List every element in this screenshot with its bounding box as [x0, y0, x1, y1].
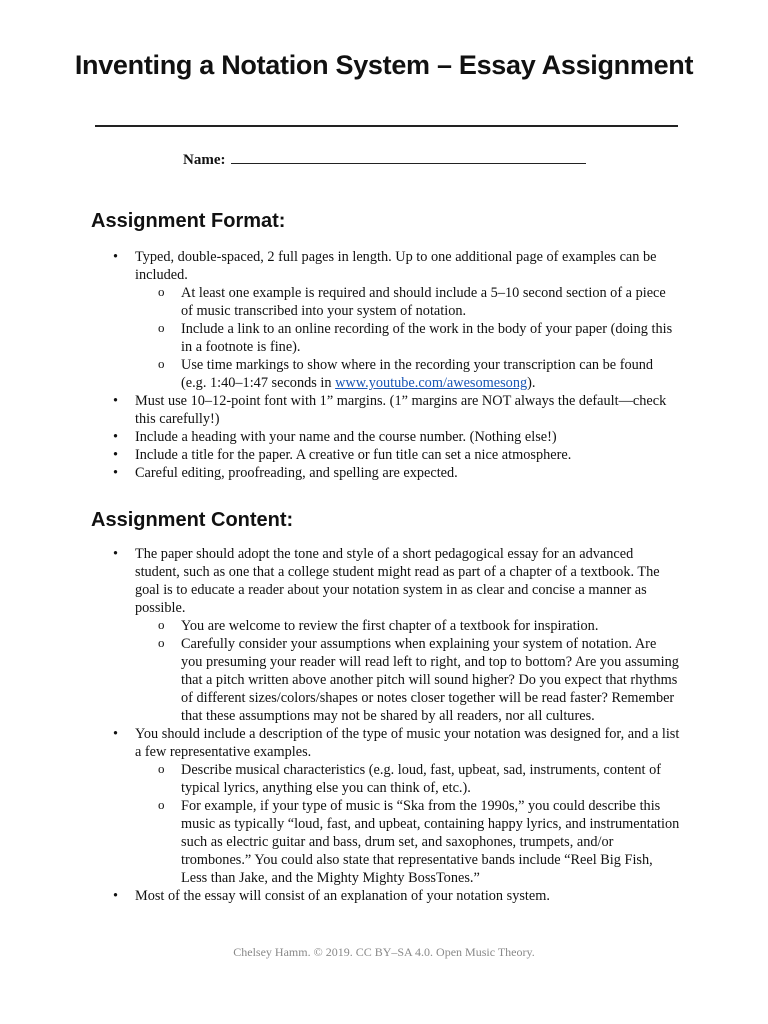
list-item-text: Include a heading with your name and the course number. (Nothing else!) [135, 429, 557, 445]
list-item [0, 545, 680, 617]
list-item [0, 887, 680, 905]
list-subitem-text: Describe musical characteristics (e.g. loud, fast, upbeat, sad, instruments, content of typical lyrics, anything else you can think of, etc.). [181, 762, 661, 796]
list-item [0, 446, 680, 464]
example-link[interactable]: www.youtube.com/awesomesong [335, 375, 528, 391]
list-subitem [0, 761, 680, 797]
list-subitem-text: Include a link to an online recording of the work in the body of your paper (doing this in a footnote is fine). [181, 321, 673, 355]
list-subitem-text: At least one example is required and should include a 5–10 second section of a piece of music transcribed into your system of notation. [181, 285, 666, 319]
title-divider [95, 125, 678, 127]
list-subitem [0, 356, 680, 392]
list-item-text: Typed, double-spaced, 2 full pages in length. Up to one additional page of examples can be included. [135, 249, 657, 283]
content-list [0, 545, 680, 905]
list-item-text: Careful editing, proofreading, and spelling are expected. [135, 465, 458, 481]
list-item [0, 392, 680, 428]
list-subitem [0, 797, 680, 887]
list-item-text: You should include a description of the type of music your notation was designed for, and a list a few representative examples. [135, 726, 680, 760]
list-subitem [0, 635, 680, 725]
name-label: Name: [183, 152, 226, 168]
name-field[interactable] [231, 149, 586, 164]
format-list [0, 248, 680, 482]
list-item [0, 725, 680, 761]
footer-credit: Chelsey Hamm. © 2019. CC BY–SA 4.0. Open Music Theory. [233, 945, 535, 959]
name-row [183, 149, 586, 169]
content-heading: Assignment Content: [91, 509, 294, 531]
list-item [0, 428, 680, 446]
list-subitem-text: Carefully consider your assumptions when explaining your system of notation. Are you presuming your reader will read left to right, and top to bottom? Are you assuming that a pitch written above another pitch will sound higher? Do you expect that rhythms of different sizes/colors/shapes or notes closer together will be read faster? Remember that these assumptions may not be shared by all readers, nor all cultures. [181, 636, 679, 724]
list-subitem-text: You are welcome to review the first chapter of a textbook for inspiration. [181, 618, 599, 634]
list-subitem [0, 284, 680, 320]
list-item [0, 464, 680, 482]
list-subitem-text: Use time markings to show where in the recording your transcription can be found (e.g. 1:40–1:47 seconds in [181, 357, 654, 391]
list-item-text: Must use 10–12-point font with 1” margins. (1” margins are NOT always the default—check this carefully!) [135, 393, 667, 427]
list-item-text: The paper should adopt the tone and style of a short pedagogical essay for an advanced student, such as one that a college student might read as part of a chapter of a textbook. The goal is to educate a reader about your notation system in as clear and concise a manner as possible. [135, 546, 660, 616]
link-suffix: ). [527, 375, 536, 391]
list-item-text: Most of the essay will consist of an explanation of your notation system. [135, 888, 550, 904]
page-title: Inventing a Notation System – Essay Assignment [74, 50, 694, 80]
list-subitem-text: For example, if your type of music is “Ska from the 1990s,” you could describe this music as typically “loud, fast, and upbeat, containing happy lyrics, and instrumentation such as electric guitar and bass, drum set, and saxophones, trumpets, and/or trombones.” You could also state that representative bands include “Reel Big Fish, Less than Jake, and the Mighty Mighty BossTones.” [181, 798, 680, 886]
format-heading: Assignment Format: [91, 210, 286, 232]
list-subitem [0, 617, 680, 635]
list-item-text: Include a title for the paper. A creative or fun title can set a nice atmosphere. [135, 447, 572, 463]
list-item [0, 248, 680, 284]
list-subitem [0, 320, 680, 356]
